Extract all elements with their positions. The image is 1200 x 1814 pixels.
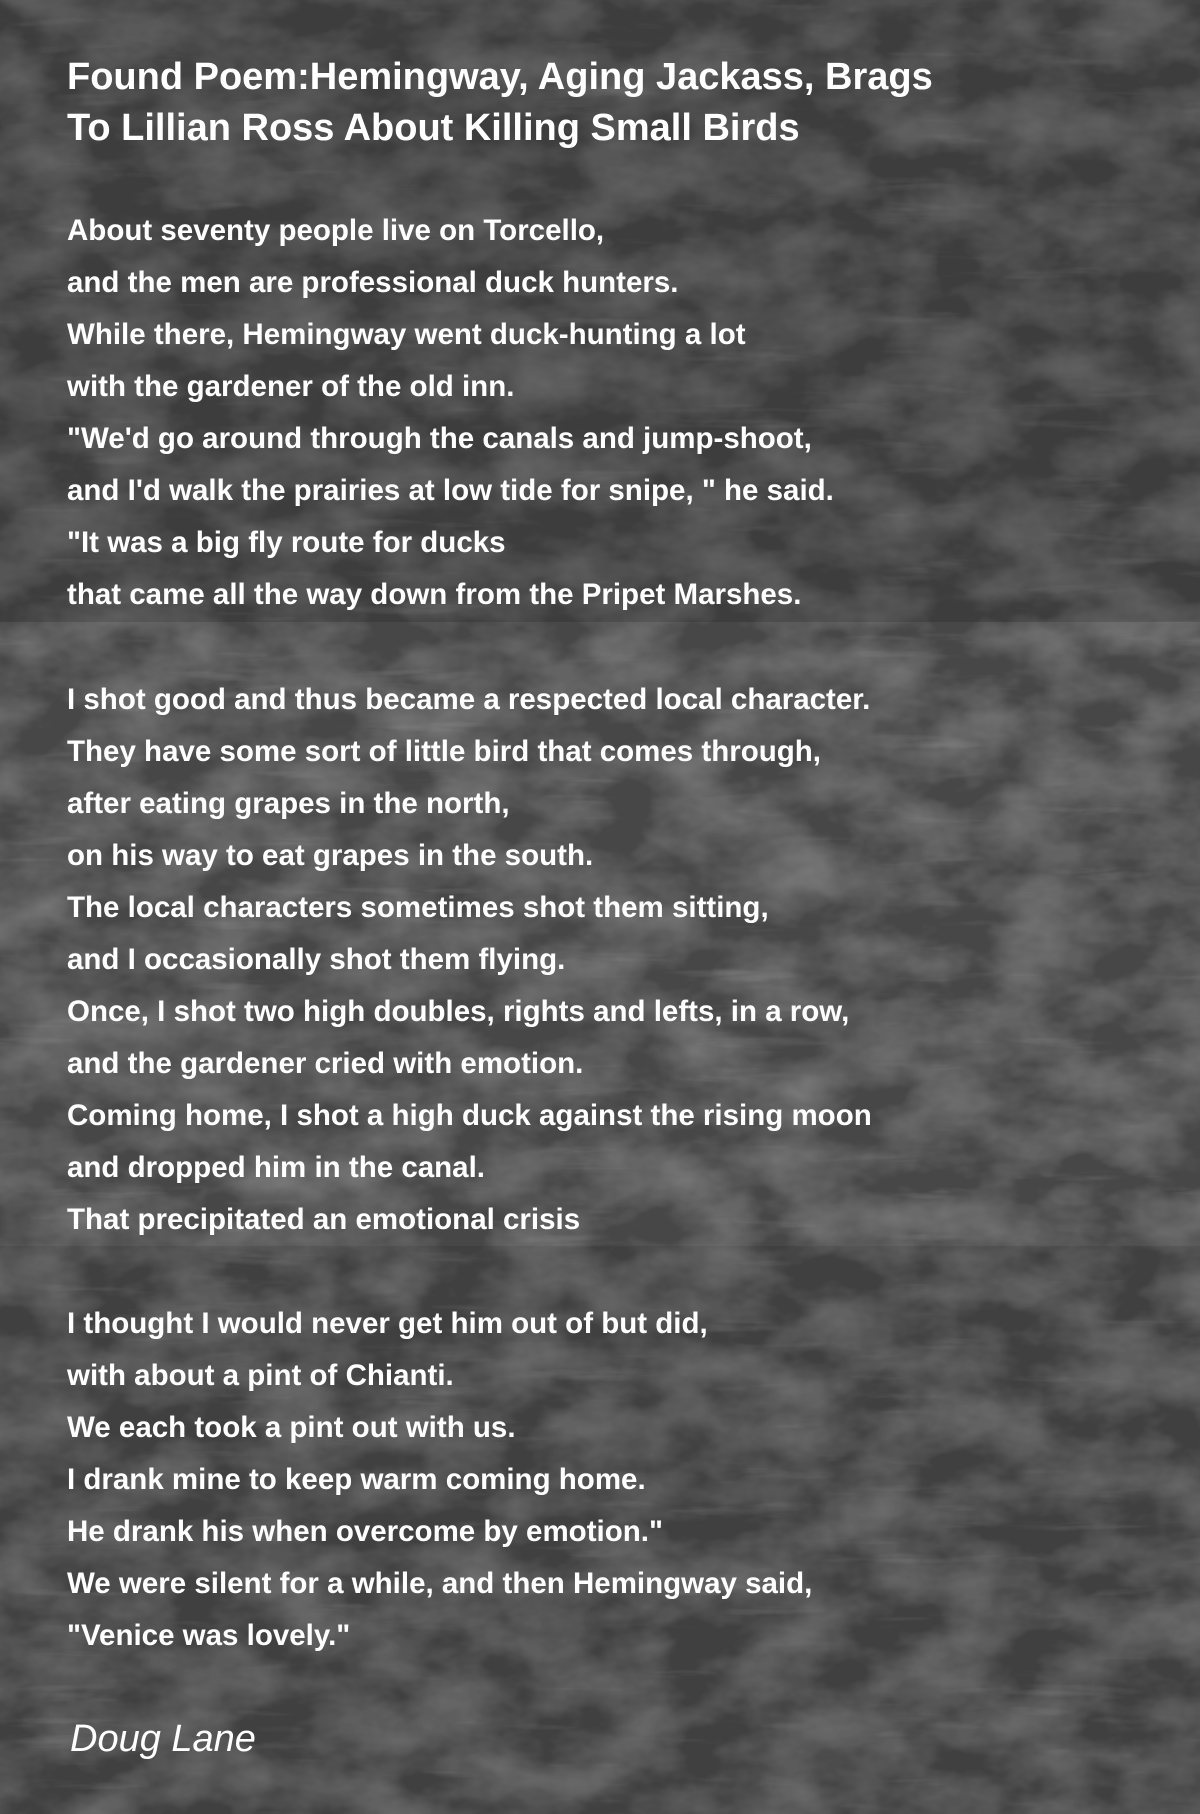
poem-line: I drank mine to keep warm coming home.	[67, 1463, 646, 1496]
poem-line: Coming home, I shot a high duck against the rising moon	[67, 1099, 872, 1132]
poem-line: with the gardener of the old inn.	[67, 370, 515, 403]
poem-line: That precipitated an emotional crisis	[67, 1203, 581, 1236]
poem-line: and I'd walk the prairies at low tide for snipe, " he said.	[67, 474, 834, 507]
poem-line: after eating grapes in the north,	[67, 787, 510, 820]
poem-line: About seventy people live on Torcello,	[67, 214, 605, 247]
poem-line: He drank his when overcome by emotion."	[67, 1515, 663, 1548]
poem-author: Doug Lane	[70, 1718, 256, 1760]
poem-line: and the men are professional duck hunters.	[67, 266, 679, 299]
stanza-2	[67, 674, 1167, 1246]
poem-line: and the gardener cried with emotion.	[67, 1047, 584, 1080]
poem-line: I thought I would never get him out of but did,	[67, 1307, 708, 1340]
stanza-3	[67, 1298, 1167, 1662]
stanza-1	[67, 205, 1167, 621]
poem-line: "Venice was lovely."	[67, 1619, 351, 1652]
poem-line: "We'd go around through the canals and jump-shoot,	[67, 422, 812, 455]
poem-line: on his way to eat grapes in the south.	[67, 839, 594, 872]
poem-line: "It was a big fly route for ducks	[67, 526, 506, 559]
poem-line: and dropped him in the canal.	[67, 1151, 485, 1184]
poem-line: with about a pint of Chianti.	[67, 1359, 454, 1392]
poem-line: and I occasionally shot them flying.	[67, 943, 566, 976]
poem-line: We each took a pint out with us.	[67, 1411, 516, 1444]
poem-title	[67, 52, 1167, 154]
poem-line: Once, I shot two high doubles, rights and lefts, in a row,	[67, 995, 850, 1028]
poem-line: that came all the way down from the Pripet Marshes.	[67, 578, 802, 611]
poem-line: They have some sort of little bird that comes through,	[67, 735, 821, 768]
poem-title-line: Found Poem:Hemingway, Aging Jackass, Brags	[67, 56, 933, 98]
poem-title-line: To Lillian Ross About Killing Small Birds	[67, 107, 800, 149]
poem-line: I shot good and thus became a respected local character.	[67, 683, 871, 716]
poem-line: We were silent for a while, and then Hemingway said,	[67, 1567, 813, 1600]
poem-line: While there, Hemingway went duck-hunting a lot	[67, 318, 746, 351]
poem-line: The local characters sometimes shot them sitting,	[67, 891, 769, 924]
